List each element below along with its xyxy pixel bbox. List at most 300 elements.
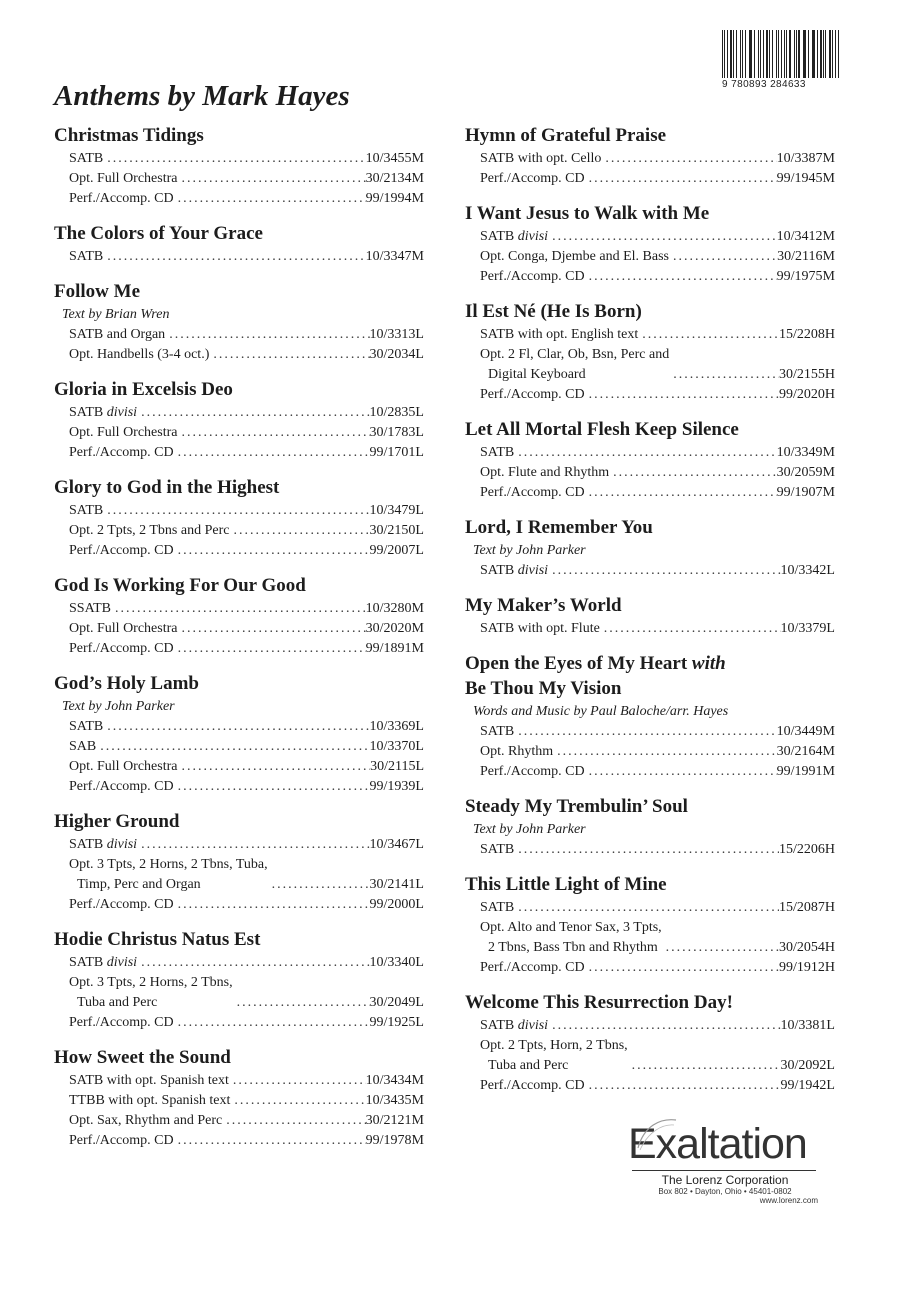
edition-row: [465, 619, 835, 639]
edition-name-text: Perf./Accomp. CD: [480, 387, 585, 402]
dot-leader: [548, 227, 777, 247]
edition-name: [69, 423, 177, 443]
edition-name: [480, 385, 585, 405]
edition-name: [480, 1016, 548, 1036]
edition-code: 30/2020M: [365, 621, 424, 636]
edition-name: [69, 1131, 174, 1151]
anthem-section: [54, 672, 424, 797]
edition-code: 30/2134M: [365, 171, 424, 186]
edition-row: [54, 443, 424, 463]
barcode-bar: [832, 30, 833, 78]
edition-name-text: SATB: [69, 249, 104, 264]
edition-name: [480, 325, 638, 345]
edition-name-italic: divisi: [517, 1018, 549, 1033]
edition-name: [69, 1091, 230, 1111]
edition-name: [69, 1071, 229, 1091]
barcode-bar: [838, 30, 839, 78]
edition-code: 10/3449M: [776, 724, 835, 739]
barcode-bar: [772, 30, 773, 78]
edition-row: [465, 958, 835, 978]
edition-code: 99/1945M: [776, 171, 835, 186]
edition-name: [480, 722, 514, 742]
edition-name-text: Perf./Accomp. CD: [480, 1078, 585, 1093]
anthem-title-text: Steady My Trembulin’ Soul: [465, 796, 688, 817]
edition-name-text: Opt. Conga, Djembe and El. Bass: [480, 249, 669, 264]
edition-code: 10/2835L: [369, 405, 424, 420]
edition-name-text: Opt. 2 Tpts, 2 Tbns and Perc: [69, 523, 230, 538]
edition-row: [465, 227, 835, 247]
anthem-title: [465, 418, 835, 442]
edition-name-text: Perf./Accomp. CD: [69, 779, 174, 794]
edition-row: [54, 541, 424, 561]
dot-leader: [174, 1013, 370, 1033]
edition-name-text: Opt. Handbells (3-4 oct.): [69, 347, 210, 362]
edition-row: [465, 443, 835, 463]
barcode-bar: [778, 30, 779, 78]
edition-name: [480, 227, 548, 247]
edition-code: 10/3369L: [369, 719, 424, 734]
anthem-title-text: Gloria in Excelsis Deo: [54, 379, 233, 400]
edition-row: [465, 1016, 835, 1036]
edition-name: [69, 247, 103, 267]
barcode-bar: [820, 30, 821, 78]
edition-name: [69, 895, 174, 915]
edition-row: [465, 918, 835, 958]
edition-name-text: SATB with opt. Cello: [480, 151, 602, 166]
anthem-title-text: Let All Mortal Flesh Keep Silence: [465, 419, 739, 440]
anthem-title-text: Lord, I Remember You: [465, 517, 653, 538]
edition-row: [54, 169, 424, 189]
anthem-section: [465, 418, 835, 503]
edition-name-text: SATB with opt. Spanish text: [69, 1073, 229, 1088]
edition-code: 30/2059M: [776, 465, 835, 480]
edition-code: 10/3379L: [780, 621, 835, 636]
edition-name: [69, 757, 177, 777]
edition-name-text: Perf./Accomp. CD: [69, 641, 174, 656]
edition-row: [54, 639, 424, 659]
edition-code: 10/3349M: [776, 445, 835, 460]
edition-code: 30/2141L: [369, 877, 424, 892]
edition-row: [465, 483, 835, 503]
barcode-bar: [740, 30, 741, 78]
anthem-title-italic: with: [691, 653, 726, 674]
edition-code: 99/1912H: [779, 960, 835, 975]
edition-code: 30/2115L: [370, 759, 424, 774]
dot-leader: [137, 953, 369, 973]
barcode-bar: [817, 30, 818, 78]
edition-name-line2: Tuba and Perc: [488, 1058, 569, 1073]
barcode-bar: [804, 30, 806, 78]
anthem-section: [54, 280, 424, 365]
edition-name: [69, 619, 177, 639]
anthem-credit: Words and Music by Paul Baloche/arr. Hayes: [473, 704, 729, 719]
edition-name-italic: divisi: [106, 837, 138, 852]
edition-name: [69, 541, 174, 561]
edition-name-text: SATB with opt. Flute: [480, 621, 600, 636]
anthem-title: [465, 202, 835, 226]
edition-row: [465, 247, 835, 267]
anthem-title: [54, 280, 424, 304]
barcode-bar: [808, 30, 809, 78]
barcode-bar: [781, 30, 782, 78]
anthem-title-text: My Maker’s World: [465, 595, 622, 616]
dot-leader: [174, 895, 370, 915]
edition-row: [465, 345, 835, 385]
anthem-section: [465, 300, 835, 405]
edition-name-text: SATB with opt. English text: [480, 327, 639, 342]
swirl-icon: [630, 1116, 680, 1156]
edition-code: 10/3387M: [776, 151, 835, 166]
right-column: [465, 124, 835, 1109]
edition-name-italic: divisi: [517, 563, 549, 578]
edition-row: [54, 521, 424, 541]
edition-code: 30/2150L: [369, 523, 424, 538]
edition-name: [480, 149, 601, 169]
edition-code: 10/3280M: [365, 601, 424, 616]
edition-name: [69, 169, 177, 189]
edition-row: [54, 1013, 424, 1033]
edition-name: [69, 717, 103, 737]
anthem-section: [465, 202, 835, 287]
anthem-section: [54, 124, 424, 209]
edition-name-text: Perf./Accomp. CD: [69, 543, 174, 558]
edition-name: [480, 483, 585, 503]
edition-row: [54, 247, 424, 267]
anthem-title: [465, 991, 835, 1015]
anthem-section: [465, 991, 835, 1096]
edition-code: 30/2155H: [779, 367, 835, 382]
edition-name: [480, 463, 609, 483]
edition-name-text: SATB: [69, 955, 104, 970]
edition-row: [54, 855, 424, 895]
anthem-credit: Text by John Parker: [473, 543, 586, 558]
page-title: Anthems by Mark Hayes: [54, 80, 350, 112]
edition-code: 10/3370L: [369, 739, 424, 754]
barcode-bar: [823, 30, 824, 78]
edition-name: [69, 973, 233, 1013]
anthem-title-text: Welcome This Resurrection Day!: [465, 992, 733, 1013]
edition-row: [54, 1071, 424, 1091]
edition-code: 10/3340L: [369, 955, 424, 970]
anthem-title: [465, 795, 835, 819]
dot-leader: [268, 875, 370, 895]
anthem-section: [54, 810, 424, 915]
anthem-title: [465, 300, 835, 324]
anthem-title-text: Christmas Tidings: [54, 125, 204, 146]
edition-name: [480, 1076, 585, 1096]
edition-code: 30/2116M: [777, 249, 835, 264]
edition-row: [465, 267, 835, 287]
barcode-bar: [794, 30, 795, 78]
edition-name: [480, 898, 514, 918]
anthem-credit: Text by Brian Wren: [62, 307, 170, 322]
anthem-title: [54, 928, 424, 952]
anthem-section: [465, 795, 835, 860]
dot-leader: [174, 1131, 366, 1151]
edition-name-text: Opt. Full Orchestra: [69, 171, 178, 186]
dot-leader: [548, 561, 780, 581]
dot-leader: [553, 742, 777, 762]
barcode-bar: [727, 30, 728, 78]
dot-leader: [174, 443, 370, 463]
edition-name-line2: Timp, Perc and Organ: [77, 877, 201, 892]
dot-leader: [174, 541, 370, 561]
barcode-digits: 9 780893 284633: [722, 79, 806, 90]
edition-name-text: Opt. 3 Tpts, 2 Horns, 2 Tbns, Tuba,: [69, 857, 268, 872]
edition-name-italic: divisi: [517, 229, 549, 244]
barcode-bar: [730, 30, 732, 78]
edition-code: 10/3435M: [365, 1093, 424, 1108]
edition-row: [465, 762, 835, 782]
edition-name-text: Perf./Accomp. CD: [69, 1133, 174, 1148]
edition-name-text: SATB: [480, 842, 515, 857]
barcode-bar: [796, 30, 797, 78]
anthem-title-text: I Want Jesus to Walk with Me: [465, 203, 710, 224]
barcode-bar: [812, 30, 813, 78]
edition-name-text: Perf./Accomp. CD: [69, 445, 174, 460]
anthem-title-text: How Sweet the Sound: [54, 1047, 231, 1068]
edition-name: [480, 918, 662, 958]
edition-code: 99/1939L: [369, 779, 424, 794]
dot-leader: [177, 423, 369, 443]
edition-code: 10/3467L: [369, 837, 424, 852]
edition-name: [480, 958, 585, 978]
edition-row: [465, 385, 835, 405]
edition-code: 30/2121M: [365, 1113, 424, 1128]
dot-leader: [585, 267, 777, 287]
edition-row: [465, 840, 835, 860]
edition-code: 10/3342L: [780, 563, 835, 578]
barcode-bar: [733, 30, 734, 78]
edition-name-text: Opt. Alto and Tenor Sax, 3 Tpts,: [480, 920, 662, 935]
dot-leader: [609, 463, 777, 483]
barcode-bar: [758, 30, 759, 78]
barcode-bars: [722, 30, 840, 78]
edition-code: 10/3313L: [369, 327, 424, 342]
edition-row: [54, 423, 424, 443]
edition-code: 10/3412M: [776, 229, 835, 244]
dot-leader: [548, 1016, 780, 1036]
edition-name: [69, 953, 137, 973]
edition-name-text: Opt. Full Orchestra: [69, 621, 178, 636]
barcode-bar: [789, 30, 791, 78]
anthem-title-text: Hymn of Grateful Praise: [465, 125, 667, 146]
anthem-section: [54, 378, 424, 463]
edition-name-text: Perf./Accomp. CD: [69, 191, 174, 206]
dot-leader: [229, 521, 369, 541]
anthem-title-text: Follow Me: [54, 281, 141, 302]
anthem-section: [465, 516, 835, 581]
anthem-title: [465, 124, 835, 148]
edition-name: [480, 345, 669, 385]
edition-code: 10/3347M: [365, 249, 424, 264]
dot-leader: [103, 501, 369, 521]
edition-code: 30/2049L: [369, 995, 424, 1010]
edition-name: [69, 835, 137, 855]
edition-name: [69, 777, 174, 797]
dot-leader: [137, 403, 369, 423]
barcode: [722, 30, 840, 94]
barcode-bar: [776, 30, 777, 78]
dot-leader: [103, 247, 365, 267]
barcode-bar: [724, 30, 725, 78]
dot-leader: [628, 1056, 781, 1076]
anthem-title: [465, 516, 835, 540]
dot-leader: [514, 840, 779, 860]
anthem-title: [54, 378, 424, 402]
edition-name-text: Opt. Full Orchestra: [69, 425, 178, 440]
edition-name: [480, 762, 585, 782]
barcode-bar: [750, 30, 752, 78]
edition-row: [465, 169, 835, 189]
edition-name: [69, 521, 229, 541]
edition-name-text: SSATB: [69, 601, 112, 616]
barcode-bar: [766, 30, 767, 78]
barcode-bar: [722, 30, 723, 78]
anthem-title: [54, 222, 424, 246]
edition-row: [54, 189, 424, 209]
edition-code: 10/3479L: [369, 503, 424, 518]
edition-name-text: SATB: [480, 563, 515, 578]
edition-code: 99/1891M: [365, 641, 424, 656]
edition-name-italic: divisi: [106, 405, 138, 420]
edition-row: [465, 898, 835, 918]
logo-divider: [632, 1170, 816, 1171]
edition-name-text: SATB: [69, 837, 104, 852]
dot-leader: [600, 619, 781, 639]
anthem-section: [54, 574, 424, 659]
barcode-bar: [784, 30, 785, 78]
edition-name-text: Opt. 3 Tpts, 2 Horns, 2 Tbns,: [69, 975, 233, 990]
dot-leader: [96, 737, 369, 757]
dot-leader: [174, 639, 366, 659]
edition-row: [465, 1076, 835, 1096]
dot-leader: [585, 762, 777, 782]
edition-row: [465, 722, 835, 742]
edition-name-text: Opt. Rhythm: [480, 744, 554, 759]
dot-leader: [230, 1091, 365, 1111]
barcode-bar: [829, 30, 831, 78]
barcode-bar: [835, 30, 836, 78]
edition-row: [54, 1131, 424, 1151]
edition-row: [54, 1111, 424, 1131]
barcode-bar: [813, 30, 814, 78]
edition-row: [54, 973, 424, 1013]
left-column: [54, 124, 424, 1164]
dot-leader: [177, 619, 365, 639]
edition-name-text: Opt. 2 Fl, Clar, Ob, Bsn, Perc and: [480, 347, 670, 362]
dot-leader: [601, 149, 776, 169]
edition-code: 15/2206H: [779, 842, 835, 857]
edition-name-text: SATB: [480, 229, 515, 244]
barcode-bar: [803, 30, 804, 78]
edition-name: [69, 639, 174, 659]
anthem-title-text: Hodie Christus Natus Est: [54, 929, 261, 950]
edition-name: [480, 619, 600, 639]
anthem-title: [465, 594, 835, 618]
anthem-section: [465, 873, 835, 978]
edition-code: 99/2000L: [369, 897, 424, 912]
edition-name-text: SAB: [69, 739, 97, 754]
anthem-title-line2: Be Thou My Vision: [465, 678, 622, 699]
publisher-logo: [618, 1118, 818, 1205]
edition-code: 10/3381L: [780, 1018, 835, 1033]
edition-row: [54, 619, 424, 639]
dot-leader: [669, 365, 779, 385]
edition-name: [69, 855, 268, 895]
edition-name-line2: Digital Keyboard: [488, 367, 586, 382]
edition-name: [69, 501, 103, 521]
dot-leader: [222, 1111, 365, 1131]
dot-leader: [233, 993, 370, 1013]
edition-code: 10/3455M: [365, 151, 424, 166]
edition-row: [54, 777, 424, 797]
barcode-bar: [760, 30, 761, 78]
edition-code: 99/1991M: [776, 764, 835, 779]
edition-code: 99/1907M: [776, 485, 835, 500]
anthem-title-text: Il Est Né (He Is Born): [465, 301, 642, 322]
edition-name: [480, 742, 553, 762]
edition-code: 99/1994M: [365, 191, 424, 206]
edition-name: [69, 443, 174, 463]
edition-code: 99/1925L: [369, 1015, 424, 1030]
dot-leader: [585, 385, 779, 405]
edition-name-text: Opt. Sax, Rhythm and Perc: [69, 1113, 223, 1128]
edition-name-text: SATB: [69, 503, 104, 518]
anthem-title: [54, 810, 424, 834]
edition-row: [54, 403, 424, 423]
barcode-bar: [786, 30, 787, 78]
anthem-section: [54, 1046, 424, 1151]
anthem-title-text: God Is Working For Our Good: [54, 575, 306, 596]
edition-name-text: SATB: [480, 1018, 515, 1033]
anthem-credit: Text by John Parker: [62, 699, 175, 714]
barcode-bar: [798, 30, 799, 78]
edition-name: [480, 247, 669, 267]
barcode-bar: [754, 30, 755, 78]
dot-leader: [209, 345, 369, 365]
anthem-section: [465, 652, 835, 782]
edition-name: [69, 1111, 222, 1131]
anthem-title: [54, 124, 424, 148]
edition-row: [54, 325, 424, 345]
barcode-bar: [742, 30, 743, 78]
dot-leader: [177, 757, 370, 777]
anthem-title: [465, 873, 835, 897]
edition-name: [69, 1013, 174, 1033]
edition-name-italic: divisi: [106, 955, 138, 970]
dot-leader: [514, 722, 776, 742]
anthem-title-text: This Little Light of Mine: [465, 874, 667, 895]
edition-name-text: Perf./Accomp. CD: [69, 897, 174, 912]
edition-name-text: Perf./Accomp. CD: [480, 485, 585, 500]
anthem-title-text: Higher Ground: [54, 811, 180, 832]
anthem-title: [54, 672, 424, 696]
anthem-credit: Text by John Parker: [473, 822, 586, 837]
barcode-bar: [749, 30, 750, 78]
edition-name-text: Opt. Full Orchestra: [69, 759, 178, 774]
edition-name-text: SATB: [69, 719, 104, 734]
edition-row: [54, 1091, 424, 1111]
anthem-section: [54, 928, 424, 1033]
edition-name-text: Perf./Accomp. CD: [480, 960, 585, 975]
dot-leader: [514, 898, 779, 918]
dot-leader: [174, 777, 370, 797]
edition-code: 15/2087H: [779, 900, 835, 915]
edition-name: [69, 403, 137, 423]
publisher-corporation: The Lorenz Corporation: [661, 1173, 789, 1187]
edition-name-text: Opt. 2 Tpts, Horn, 2 Tbns,: [480, 1038, 628, 1053]
